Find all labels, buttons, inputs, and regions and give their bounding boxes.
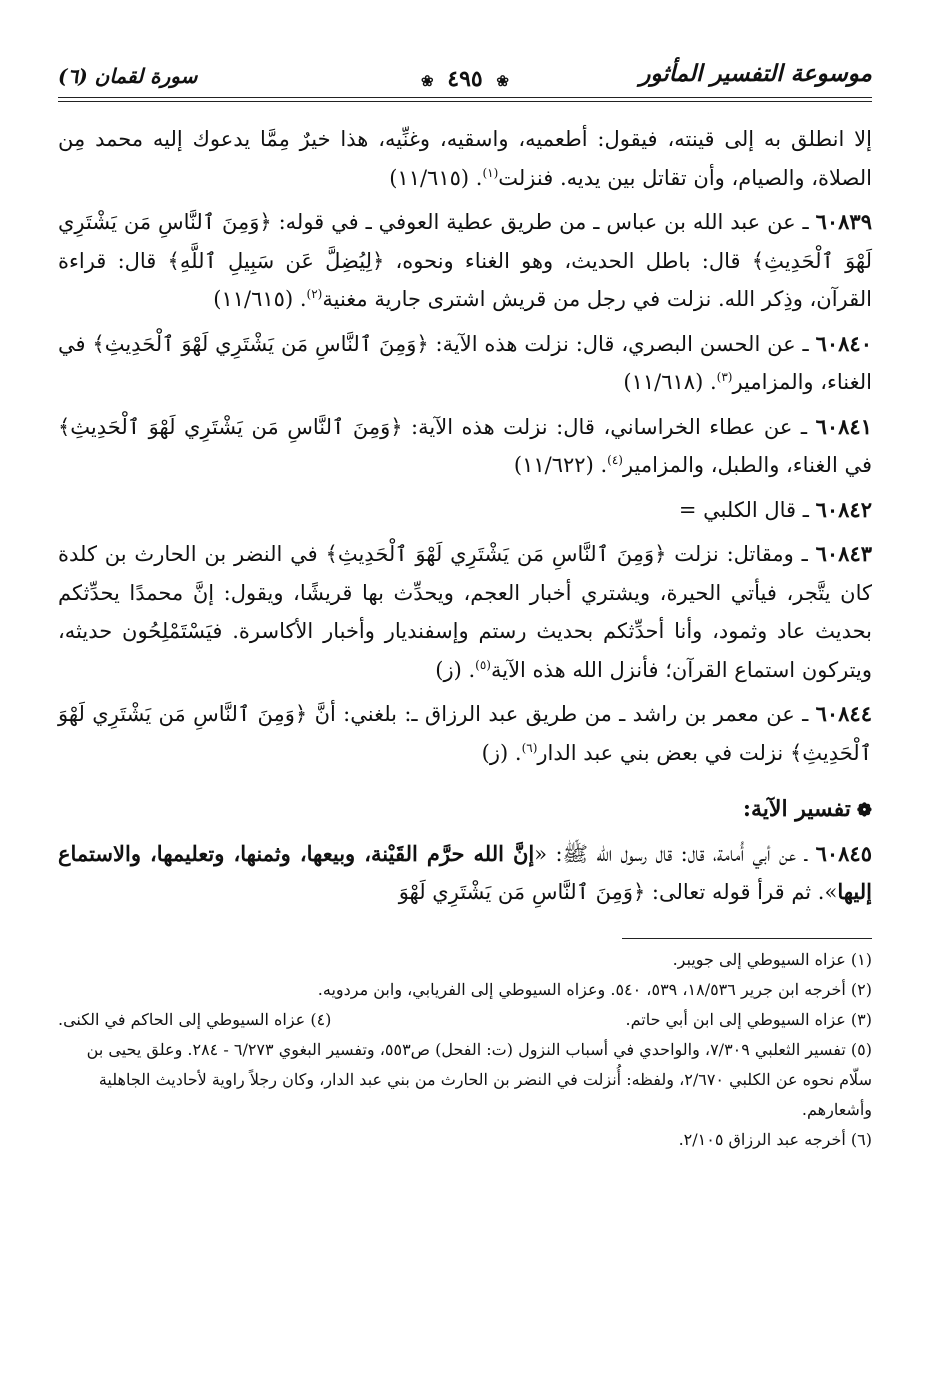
footnote-ref: (٢) [306,287,323,301]
ornament-icon: ❀ [421,72,434,90]
hadith-number: ٦٠٨٤٣ [815,541,873,566]
hadith-number: ٦٠٨٤١ [815,413,872,439]
footnote-row [58,1005,872,1035]
reference-tail: . (١١/٦١٨) [623,370,717,394]
paragraph-text: ـ عن عبد الله بن عباس ـ من طريق عطية العوفي ـ في قوله: ﴿وَمِنَ ٱلنَّاسِ مَن يَشْتَرِي لَهْوَ ٱلْحَدِيثِ﴾ قال: باطل الحديث، وهو الغناء ونحوه، ﴿لِيُضِلَّ عَن سَبِيلِ ٱللَّهِ﴾ قال: قراءة القرآن، وذِكر الله. نزلت في رجل من قريش اشترى جارية مغنية [58,210,872,311]
page-header [58,58,872,102]
hadith-number: ٦٠٨٤٤ [815,701,872,726]
flower-ornament-icon: ❁ [856,800,872,821]
hadith-paragraph [58,491,872,530]
hadith-paragraph [58,535,872,689]
reference-tail: . (ز) [435,657,476,682]
hadith-number: ٦٠٨٣٩ [815,209,872,234]
footnote: (٢) أخرجه ابن جرير ١٨/٥٣٦، ٥٣٩، ٥٤٠. وعزاه السيوطي إلى الفريابي، وابن مردويه. [317,979,872,999]
paragraph-text: إلا انطلق به إلى قينته، فيقول: أطعميه، واسقيه، وغنِّيه، هذا خيرٌ مِمَّا يدعوك إليه محمد مِن الصلاة، والصيام، وأن تقاتل بين يديه. فنزلت [58,127,872,190]
paragraph-text: ـ عن أبي أُمامة، قال: قال رسول الله ﷺ: « [534,841,808,866]
hadith-paragraph [58,835,872,912]
footnote-ref: (٥) [475,657,491,672]
hadith-paragraph [58,695,872,772]
reference-tail: . (١١/٦١٥) [213,287,307,311]
section-title: تفسير الآية: [742,796,851,822]
footnote-ref: (٦) [521,740,538,755]
page-number-block [415,66,515,92]
book-title: موسوعة التفسير المأثور [639,60,872,87]
footnote-separator [622,938,872,939]
footnotes [58,945,872,1155]
hadith-paragraph [58,120,872,197]
hadith-number: ٦٠٨٤٥ [815,840,872,866]
footnote-ref: (٣) [716,370,733,384]
hadith-paragraph [58,203,872,319]
hadith-number: ٦٠٨٤٢ [815,496,872,522]
paragraph-text: ـ قال الكلبي = [678,497,809,522]
paragraph-text: ». ثم قرأ قوله تعالى: ﴿وَمِنَ ٱلنَّاسِ مَن يَشْتَرِي لَهْوَ [398,880,838,904]
paragraph-text: ـ ومقاتل: نزلت ﴿وَمِنَ ٱلنَّاسِ مَن يَشْتَرِي لَهْوَ ٱلْحَدِيثِ﴾ في النضر بن الحارث بن كلدة كان يتَّجر، فيأتي الحيرة، ويشتري أخبار العجم، ويحدِّث بها قريشًا، ويقول: إنَّ محمدًا يحدِّثكم بحديث عاد وثمود، وأنا أحدِّثكم بحديث رستم وإسفنديار وأخبار الأكاسرة. فيَسْتَمْلِحُون حديثه، ويتركون استماع القرآن؛ فأنزل الله هذه الآية [58,542,872,682]
hadith-paragraph [58,325,872,402]
hadith-quote: إنَّ الله حرَّم القَيْنة، وبيعها، وثمنها، وتعليمها، والاستماع إليها [58,840,872,904]
paragraph-text: ـ عن معمر بن راشد ـ من طريق عبد الرزاق ـ: بلغني: أنَّ ﴿وَمِنَ ٱلنَّاسِ مَن يَشْتَرِي لَهْوَ ٱلْحَدِيثِ﴾ نزلت في بعض بني عبد الدار [58,702,872,765]
reference-tail: . (١١/٦٢٢) [513,453,608,477]
reference-tail: . (١١/٦١٥) [389,165,483,190]
footnote-ref: (٤) [607,453,623,467]
footnote: (٣) عزاه السيوطي إلى ابن أبي حاتم. [625,1009,872,1029]
footnote: (٤) عزاه السيوطي إلى الحاكم في الكنى. [58,1009,332,1029]
paragraph-text: ـ عن الحسن البصري، قال: نزلت هذه الآية: ﴿وَمِنَ ٱلنَّاسِ مَن يَشْتَرِي لَهْوَ ٱلْحَدِيثِ﴾ في الغناء، والمزامير [58,331,872,394]
ornament-icon: ❀ [496,72,509,90]
book-page [58,58,872,1348]
hadith-paragraph [58,408,872,485]
footnote: (١) عزاه السيوطي إلى جويبر. [672,949,872,969]
surah-title: سورة لقمان (٦) [58,64,198,88]
paragraph-text: ـ عن عطاء الخراساني، قال: نزلت هذه الآية: ﴿وَمِنَ ٱلنَّاسِ مَن يَشْتَرِي لَهْوَ ٱلْحَدِيثِ﴾ في الغناء، والطبل، والمزامير [58,414,872,477]
hadith-number: ٦٠٨٤٠ [815,330,872,356]
reference-tail: . (ز) [481,740,522,765]
header-rule [58,97,872,102]
main-text [58,120,872,912]
page-number: ٤٩٥ [447,66,483,92]
footnote: (٦) أخرجه عبد الرزاق ٢/١٠٥. [678,1129,872,1149]
footnote-ref: (١) [482,165,499,180]
footnote: (٥) تفسير الثعلبي ٧/٣٠٩، والواحدي في أسباب النزول (ت: الفحل) ص٥٥٣، وتفسير البغوي ٦/٢٧٣ - ٢٨٤. وعلق يحيى بن سلّام نحوه عن الكلبي ٢/٦٧٠، ولفظه: أُنزلت في النضر بن الحارث من بني عبد الدار، وكان رجلاً راوية لأحاديث الجاهلية وأشعارهم. [86,1039,872,1119]
section-heading [58,790,872,831]
